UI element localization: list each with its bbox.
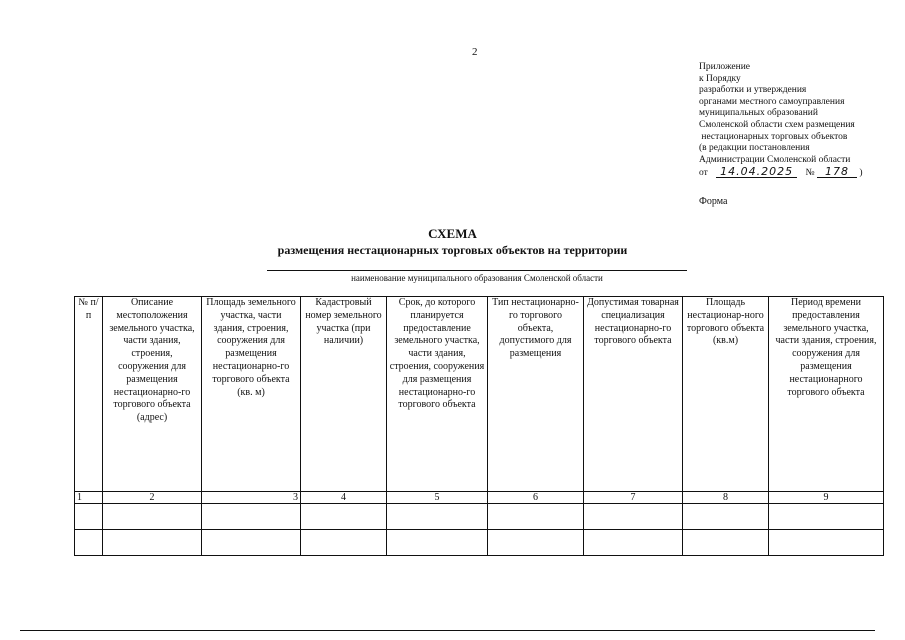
header-row	[75, 297, 884, 492]
table-cell	[683, 530, 769, 556]
table-cell	[584, 504, 683, 530]
appendix-line: Приложение	[699, 62, 750, 72]
appendix-line: (в редакции постановления	[699, 143, 810, 154]
column-number-cell: 3	[202, 492, 301, 504]
table-cell	[683, 504, 769, 530]
appendix-line: муниципальных образований	[699, 108, 818, 119]
column-number-cell: 8	[683, 492, 769, 504]
column-number-cell: 9	[769, 492, 884, 504]
appendix-date-line	[699, 166, 899, 180]
table-row	[75, 504, 884, 530]
date-prefix: от	[699, 168, 708, 179]
appendix-line: разработки и утверждения	[699, 85, 807, 96]
header-cell: № п/п	[75, 297, 103, 492]
appendix-block	[699, 62, 899, 180]
appendix-line: Администрации Смоленской области	[699, 154, 851, 165]
column-number-cell: 4	[301, 492, 387, 504]
header-cell: Тип нестационарно-го торгового объекта, допустимого для размещения	[488, 297, 584, 492]
table-cell	[769, 504, 884, 530]
schema-subtitle: размещения нестационарных торговых объектов на территории	[277, 243, 628, 257]
table-cell	[202, 504, 301, 530]
appendix-line: органами местного самоуправления	[699, 96, 845, 107]
handwritten-number: 178	[817, 166, 857, 178]
bottom-rule	[20, 630, 875, 631]
number-prefix: №	[805, 168, 815, 179]
table-cell	[387, 530, 488, 556]
table-row	[75, 530, 884, 556]
column-number-row	[75, 492, 884, 504]
column-number-cell: 2	[103, 492, 202, 504]
closing-paren: )	[859, 168, 863, 179]
table-cell	[202, 530, 301, 556]
header-cell: Допустимая товарная специализация нестационарно-го торгового объекта	[584, 297, 683, 492]
header-cell: Кадастровый номер земельного участка (при наличии)	[301, 297, 387, 492]
table-cell	[301, 530, 387, 556]
table-cell	[103, 530, 202, 556]
form-label: Форма	[699, 196, 728, 207]
header-cell: Площадь земельного участка, части здания, строения, сооружения для размещения нестационарно-го торгового объекта (кв. м)	[202, 297, 301, 492]
municipality-caption: наименование муниципального образования Смоленской области	[351, 273, 603, 283]
table-cell	[75, 530, 103, 556]
header-cell: Площадь нестационар-ного торгового объекта (кв.м)	[683, 297, 769, 492]
table-cell	[75, 504, 103, 530]
table-cell	[301, 504, 387, 530]
header-cell: Срок, до которого планируется предоставление земельного участка, части здания, строения, сооружения для размещения нестационарно-го торгового объекта	[387, 297, 488, 492]
table-cell	[387, 504, 488, 530]
table-cell	[103, 504, 202, 530]
appendix-line: к Порядку	[699, 73, 741, 84]
appendix-line: нестационарных торговых объектов	[699, 131, 848, 142]
column-number-cell: 6	[488, 492, 584, 504]
page-number: 2	[472, 46, 478, 58]
table-cell	[488, 504, 584, 530]
schema-table	[74, 296, 884, 556]
header-cell: Период времени предоставления земельного участка, части здания, строения, сооружения для размещения нестационарного торгового объекта	[769, 297, 884, 492]
table-cell	[584, 530, 683, 556]
column-number-cell: 1	[75, 492, 103, 504]
header-cell: Описание местоположения земельного участка, части здания, строения, сооружения для размещения нестационарно-го торгового объекта (адрес)	[103, 297, 202, 492]
schema-title: СХЕМА	[428, 226, 477, 241]
column-number-cell: 5	[387, 492, 488, 504]
appendix-line: Смоленской области схем размещения	[699, 119, 855, 130]
table-cell	[769, 530, 884, 556]
handwritten-date: 14.04.2025	[716, 166, 797, 178]
municipality-name-line	[267, 270, 687, 271]
column-number-cell: 7	[584, 492, 683, 504]
table-cell	[488, 530, 584, 556]
